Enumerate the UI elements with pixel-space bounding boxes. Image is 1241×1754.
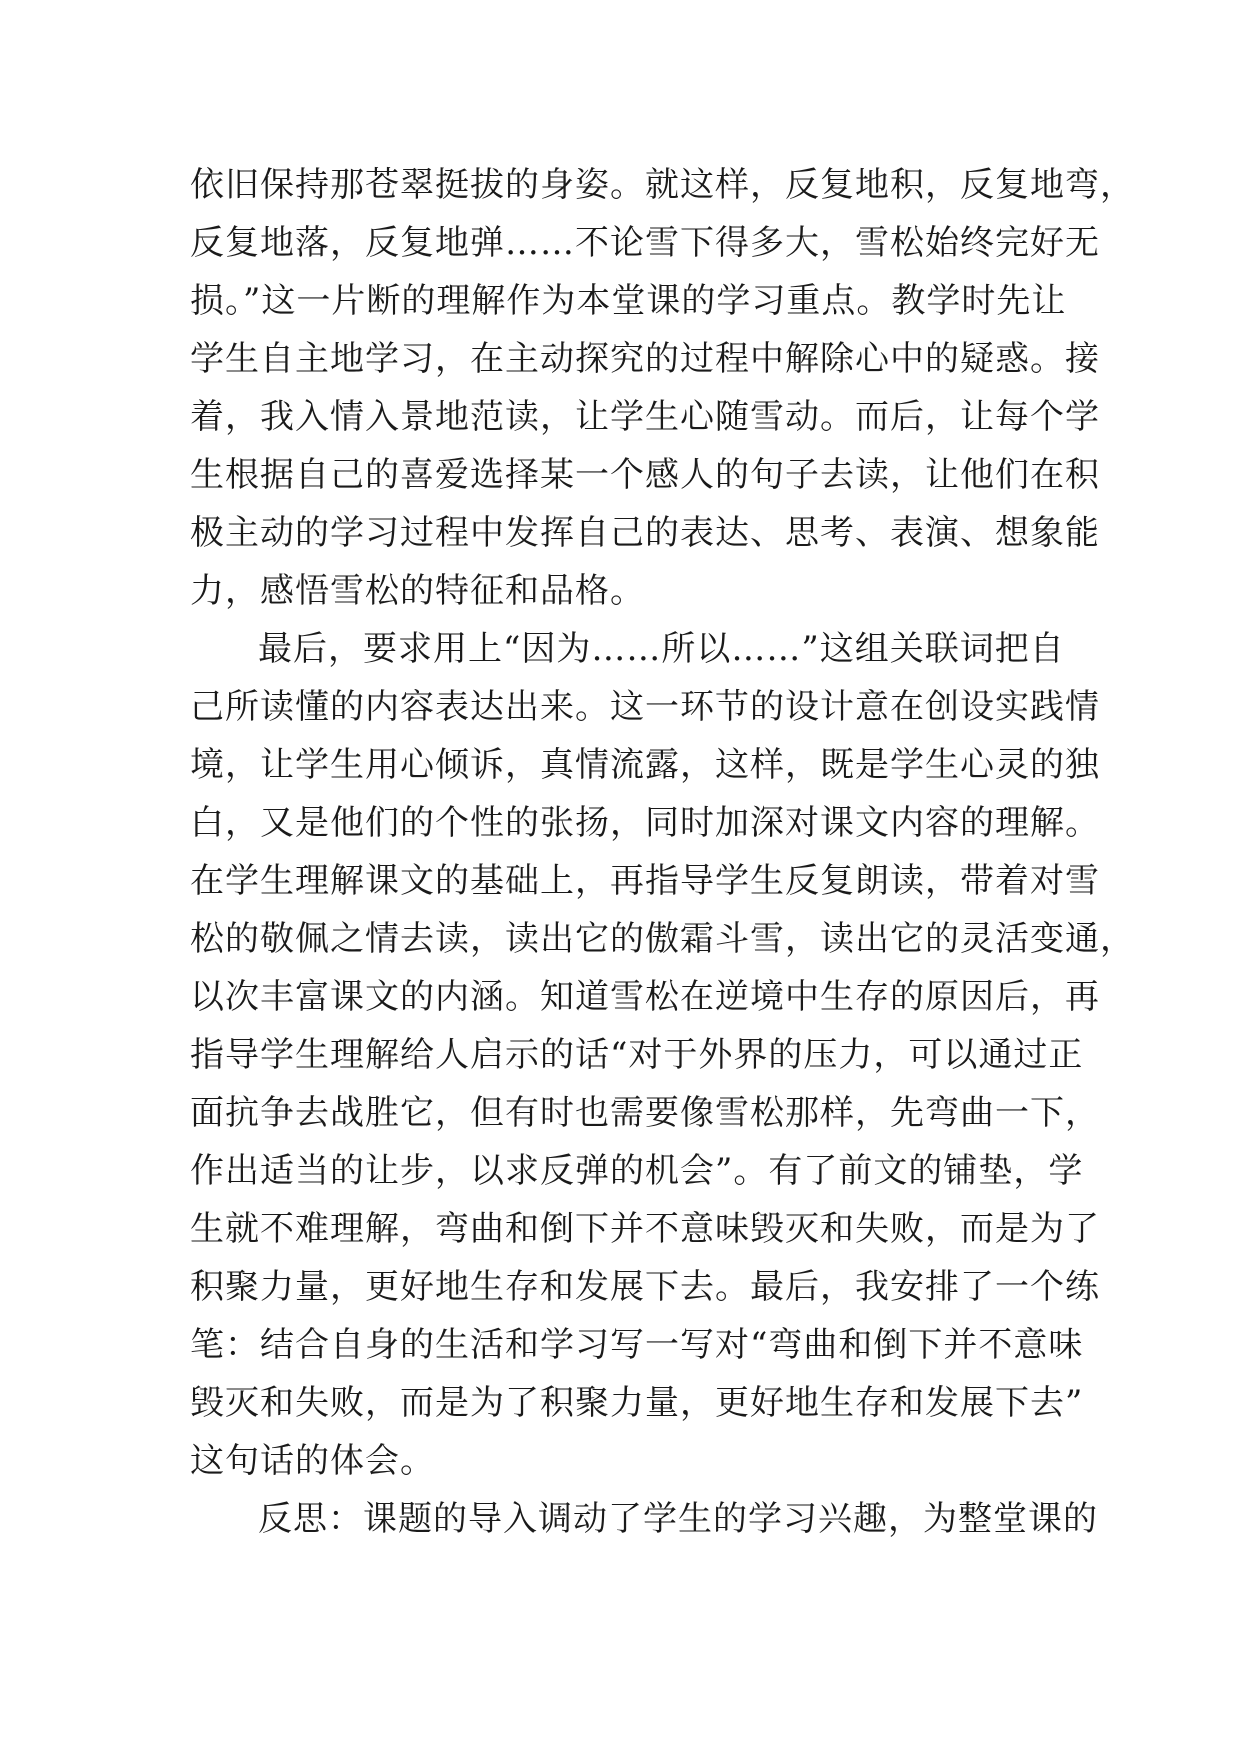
text-line: 生就不难理解，弯曲和倒下并不意味毁灭和失败，而是为了 [190, 1209, 1100, 1249]
text-line: 面抗争去战胜它，但有时也需要像雪松那样，先弯曲一下， [190, 1093, 1100, 1133]
text-line: 反思：课题的导入调动了学生的学习兴趣，为整堂课的 [258, 1499, 1098, 1539]
text-line: 积聚力量，更好地生存和发展下去。最后，我安排了一个练 [190, 1267, 1100, 1307]
text-line: 最后，要求用上“因为……所以……”这组关联词把自 [258, 629, 1065, 669]
text-line: 依旧保持那苍翠挺拔的身姿。就这样，反复地积，反复地弯， [190, 165, 1135, 205]
text-line: 毁灭和失败，而是为了积聚力量，更好地生存和发展下去” [190, 1383, 1084, 1423]
text-line: 以次丰富课文的内涵。知道雪松在逆境中生存的原因后，再 [190, 977, 1100, 1017]
text-line: 损。”这一片断的理解作为本堂课的学习重点。教学时先让 [190, 281, 1067, 321]
text-line: 力，感悟雪松的特征和品格。 [190, 571, 645, 611]
text-line: 境，让学生用心倾诉，真情流露，这样，既是学生心灵的独 [190, 745, 1100, 785]
document-body [190, 156, 1135, 1548]
text-line: 这句话的体会。 [190, 1441, 435, 1481]
text-line: 极主动的学习过程中发挥自己的表达、思考、表演、想象能 [190, 513, 1100, 553]
text-line: 作出适当的让步，以求反弹的机会”。有了前文的铺垫，学 [190, 1151, 1084, 1191]
text-line: 白，又是他们的个性的张扬，同时加深对课文内容的理解。 [190, 803, 1100, 843]
text-line: 笔：结合自身的生活和学习写一写对“弯曲和倒下并不意味 [190, 1325, 1084, 1365]
text-line: 己所读懂的内容表达出来。这一环节的设计意在创设实践情 [190, 687, 1100, 727]
text-line: 着，我入情入景地范读，让学生心随雪动。而后，让每个学 [190, 397, 1100, 437]
text-line: 在学生理解课文的基础上，再指导学生反复朗读，带着对雪 [190, 861, 1100, 901]
text-line: 反复地落，反复地弹……不论雪下得多大，雪松始终完好无 [190, 223, 1100, 263]
text-line: 松的敬佩之情去读，读出它的傲霜斗雪，读出它的灵活变通， [190, 919, 1135, 959]
text-line: 学生自主地学习，在主动探究的过程中解除心中的疑惑。接 [190, 339, 1100, 379]
text-line: 指导学生理解给人启示的话“对于外界的压力，可以通过正 [190, 1035, 1084, 1075]
text-line: 生根据自己的喜爱选择某一个感人的句子去读，让他们在积 [190, 455, 1100, 495]
